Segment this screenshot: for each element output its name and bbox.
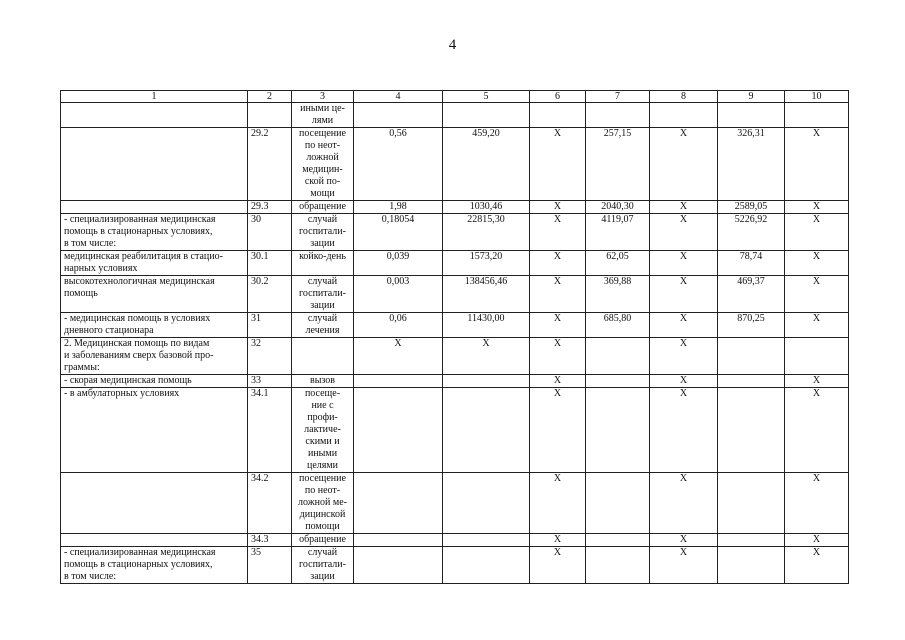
table-row [61, 473, 849, 534]
value-cell [443, 103, 530, 128]
value-cell [354, 103, 443, 128]
value-cell: 0,039 [354, 251, 443, 276]
value-cell: 2040,30 [586, 201, 650, 214]
row-code-cell: 34.2 [248, 473, 292, 534]
table-row [61, 128, 849, 201]
row-code-cell: 35 [248, 547, 292, 584]
unit-cell: посещение по неот- ложной ме- дицинской помощи [292, 473, 354, 534]
unit-cell: посещение по неот- ложной медицин- ской по- мощи [292, 128, 354, 201]
value-cell: X [785, 201, 849, 214]
value-cell: X [530, 201, 586, 214]
table-row [61, 375, 849, 388]
value-cell [354, 388, 443, 473]
value-cell [354, 375, 443, 388]
row-code-cell: 32 [248, 338, 292, 375]
row-code-cell: 30 [248, 214, 292, 251]
value-cell: X [650, 375, 718, 388]
value-cell: 22815,30 [443, 214, 530, 251]
value-cell: 2589,05 [718, 201, 785, 214]
row-code-cell: 31 [248, 313, 292, 338]
value-cell [785, 103, 849, 128]
header-cell-9: 9 [718, 91, 785, 103]
value-cell: X [530, 388, 586, 473]
value-cell [354, 473, 443, 534]
value-cell: X [530, 276, 586, 313]
value-cell [354, 547, 443, 584]
value-cell [718, 473, 785, 534]
unit-cell: случай госпитали- зации [292, 214, 354, 251]
header-cell-4: 4 [354, 91, 443, 103]
table-row [61, 103, 849, 128]
value-cell [443, 534, 530, 547]
value-cell: X [650, 313, 718, 338]
value-cell: 62,05 [586, 251, 650, 276]
header-cell-1: 1 [61, 91, 248, 103]
value-cell: 5226,92 [718, 214, 785, 251]
value-cell: X [530, 313, 586, 338]
table-row [61, 201, 849, 214]
value-cell: 4119,07 [586, 214, 650, 251]
value-cell [718, 388, 785, 473]
value-cell: 138456,46 [443, 276, 530, 313]
unit-cell: посеще- ние с профи- лактиче- скими и иными целями [292, 388, 354, 473]
table-row [61, 276, 849, 313]
value-cell: X [530, 534, 586, 547]
row-code-cell: 30.1 [248, 251, 292, 276]
value-cell: X [530, 128, 586, 201]
value-cell [586, 388, 650, 473]
value-cell: 870,25 [718, 313, 785, 338]
value-cell: X [650, 547, 718, 584]
value-cell [650, 103, 718, 128]
value-cell: X [650, 534, 718, 547]
value-cell [586, 547, 650, 584]
value-cell: X [785, 128, 849, 201]
row-label-cell: - медицинская помощь в условиях дневного стационара [61, 313, 248, 338]
value-cell: X [530, 473, 586, 534]
value-cell: X [650, 473, 718, 534]
row-code-cell: 34.1 [248, 388, 292, 473]
header-row [61, 91, 849, 103]
unit-cell: вызов [292, 375, 354, 388]
table-row [61, 534, 849, 547]
value-cell: X [650, 251, 718, 276]
value-cell: X [530, 214, 586, 251]
value-cell: X [443, 338, 530, 375]
unit-cell: случай лечения [292, 313, 354, 338]
value-cell: X [650, 388, 718, 473]
value-cell: X [785, 388, 849, 473]
value-cell [530, 103, 586, 128]
row-label-cell [61, 201, 248, 214]
table-row [61, 547, 849, 584]
page-number: 4 [448, 37, 457, 53]
table-row [61, 388, 849, 473]
value-cell: X [650, 214, 718, 251]
value-cell: 1,98 [354, 201, 443, 214]
value-cell: X [530, 338, 586, 375]
value-cell [586, 103, 650, 128]
value-cell: 469,37 [718, 276, 785, 313]
value-cell: 0,003 [354, 276, 443, 313]
value-cell [718, 547, 785, 584]
unit-cell: обращение [292, 534, 354, 547]
unit-cell: койко-день [292, 251, 354, 276]
row-label-cell [61, 534, 248, 547]
table-row [61, 251, 849, 276]
value-cell: X [650, 276, 718, 313]
value-cell: X [785, 313, 849, 338]
header-cell-3: 3 [292, 91, 354, 103]
row-label-cell [61, 473, 248, 534]
row-label-cell: 2. Медицинская помощь по видам и заболеваниям сверх базовой про- граммы: [61, 338, 248, 375]
unit-cell: случай госпитали- зации [292, 547, 354, 584]
value-cell: 326,31 [718, 128, 785, 201]
table-row [61, 214, 849, 251]
value-cell: 0,06 [354, 313, 443, 338]
value-cell: X [785, 547, 849, 584]
header-cell-2: 2 [248, 91, 292, 103]
value-cell: 11430,00 [443, 313, 530, 338]
value-cell: X [650, 201, 718, 214]
value-cell [785, 338, 849, 375]
row-code-cell: 34.3 [248, 534, 292, 547]
value-cell: X [530, 375, 586, 388]
row-label-cell: - в амбулаторных условиях [61, 388, 248, 473]
row-label-cell: - скорая медицинская помощь [61, 375, 248, 388]
value-cell: 459,20 [443, 128, 530, 201]
header-cell-7: 7 [586, 91, 650, 103]
value-cell [354, 534, 443, 547]
header-cell-10: 10 [785, 91, 849, 103]
value-cell: X [650, 128, 718, 201]
value-cell [718, 103, 785, 128]
value-cell: 257,15 [586, 128, 650, 201]
table-row [61, 338, 849, 375]
value-cell [443, 388, 530, 473]
value-cell: X [785, 276, 849, 313]
row-label-cell [61, 103, 248, 128]
value-cell [718, 375, 785, 388]
unit-cell: обращение [292, 201, 354, 214]
table-row [61, 313, 849, 338]
row-label-cell [61, 128, 248, 201]
unit-cell: иными це- лями [292, 103, 354, 128]
row-code-cell [248, 103, 292, 128]
value-cell [443, 473, 530, 534]
row-code-cell: 29.2 [248, 128, 292, 201]
value-cell [718, 534, 785, 547]
value-cell: 0,56 [354, 128, 443, 201]
value-cell: 685,80 [586, 313, 650, 338]
value-cell [586, 375, 650, 388]
unit-cell: случай госпитали- зации [292, 276, 354, 313]
value-cell: X [650, 338, 718, 375]
value-cell [586, 534, 650, 547]
value-cell [586, 473, 650, 534]
value-cell: 0,18054 [354, 214, 443, 251]
value-cell: 369,88 [586, 276, 650, 313]
value-cell: X [785, 473, 849, 534]
value-cell: 1573,20 [443, 251, 530, 276]
row-label-cell: медицинская реабилитация в стацио- нарных условиях [61, 251, 248, 276]
row-label-cell: - специализированная медицинская помощь в стационарных условиях, в том числе: [61, 214, 248, 251]
header-cell-8: 8 [650, 91, 718, 103]
header-cell-5: 5 [443, 91, 530, 103]
row-code-cell: 29.3 [248, 201, 292, 214]
value-cell: X [785, 214, 849, 251]
value-cell [718, 338, 785, 375]
value-cell [443, 547, 530, 584]
row-code-cell: 30.2 [248, 276, 292, 313]
value-cell: 1030,46 [443, 201, 530, 214]
value-cell: X [785, 534, 849, 547]
value-cell: X [785, 375, 849, 388]
value-cell: X [530, 547, 586, 584]
row-label-cell: - специализированная медицинская помощь в стационарных условиях, в том числе: [61, 547, 248, 584]
row-code-cell: 33 [248, 375, 292, 388]
tariff-table [60, 90, 849, 584]
header-cell-6: 6 [530, 91, 586, 103]
value-cell [443, 375, 530, 388]
value-cell [586, 338, 650, 375]
row-label-cell: высокотехнологичная медицинская помощь [61, 276, 248, 313]
value-cell: X [530, 251, 586, 276]
unit-cell [292, 338, 354, 375]
value-cell: X [354, 338, 443, 375]
value-cell: X [785, 251, 849, 276]
value-cell: 78,74 [718, 251, 785, 276]
